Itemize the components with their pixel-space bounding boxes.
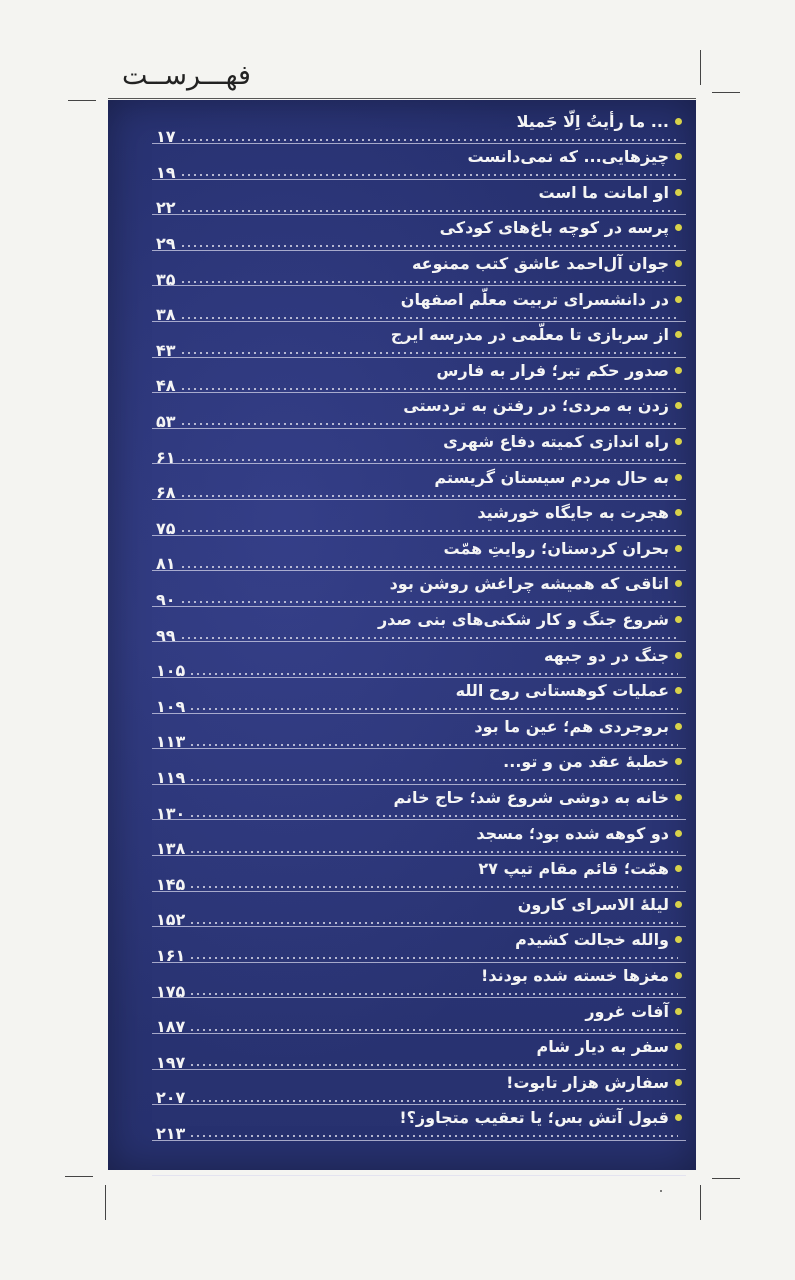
dot-leader bbox=[180, 566, 678, 568]
crop-mark bbox=[68, 100, 96, 101]
toc-page-line bbox=[156, 873, 678, 895]
row-separator bbox=[152, 1175, 686, 1176]
page-number: ۱۰۵ bbox=[156, 661, 186, 681]
dot-leader bbox=[189, 993, 678, 995]
page-number: ۵۳ bbox=[156, 411, 176, 431]
toc-page-line bbox=[156, 944, 678, 966]
toc-page-line bbox=[156, 980, 678, 1002]
bullet-icon bbox=[675, 1114, 682, 1121]
page-number: ۷۵ bbox=[156, 518, 176, 538]
toc-title: خانه به دوشی شروع شد؛ حاج خانم bbox=[393, 787, 669, 807]
crop-mark bbox=[700, 1185, 701, 1220]
page-number: ۱۰۹ bbox=[156, 696, 186, 716]
page-number: ۲۰۷ bbox=[156, 1088, 186, 1108]
bullet-icon bbox=[675, 794, 682, 801]
dot-leader bbox=[180, 495, 678, 497]
bullet-icon bbox=[675, 296, 682, 303]
dot-leader bbox=[180, 388, 678, 390]
crop-mark bbox=[105, 1185, 106, 1220]
bullet-icon bbox=[675, 652, 682, 659]
toc-title: به حال مردم سیستان گریستم bbox=[434, 467, 669, 487]
toc-title: او امانت ما است bbox=[538, 182, 669, 202]
toc-title: در دانشسرای تربیت معلّم اصفهان bbox=[400, 289, 669, 309]
dot-leader bbox=[189, 957, 678, 959]
toc-page-line bbox=[156, 482, 678, 504]
toc-title: دو کوهه شده بود؛ مسجد bbox=[476, 823, 669, 843]
toc-title: آفات غرور bbox=[585, 1001, 669, 1021]
toc-title: جوان آل‌احمد عاشق کتب ممنوعه bbox=[411, 253, 669, 273]
toc-page-line bbox=[156, 838, 678, 860]
bullet-icon bbox=[675, 865, 682, 872]
dot-leader bbox=[180, 139, 678, 141]
page-number: ۱۶۱ bbox=[156, 945, 186, 965]
toc-title: قبول آتش بس؛ یا تعقیب متجاوز؟! bbox=[399, 1108, 669, 1128]
page-number: ۱۹ bbox=[156, 162, 176, 182]
toc-page-line bbox=[156, 1016, 678, 1038]
bullet-icon bbox=[675, 1079, 682, 1086]
page-number: ۱۹۷ bbox=[156, 1052, 186, 1072]
bullet-icon bbox=[675, 402, 682, 409]
crop-mark bbox=[65, 1176, 93, 1177]
bullet-icon bbox=[675, 830, 682, 837]
toc-page-line bbox=[156, 695, 678, 717]
page-number: ۱۸۷ bbox=[156, 1017, 186, 1037]
dot-leader bbox=[180, 210, 678, 212]
dot-leader bbox=[180, 245, 678, 247]
bullet-icon bbox=[675, 687, 682, 694]
page-number: ۱۷۵ bbox=[156, 981, 186, 1001]
bullet-icon bbox=[675, 189, 682, 196]
toc-page-line bbox=[156, 375, 678, 397]
dot-leader bbox=[180, 459, 678, 461]
toc-title: بروجردی هم؛ عین ما بود bbox=[474, 716, 669, 736]
dot-leader bbox=[180, 281, 678, 283]
dot-leader bbox=[189, 851, 678, 853]
bullet-icon bbox=[675, 260, 682, 267]
dot-leader bbox=[180, 601, 678, 603]
bullet-icon bbox=[675, 509, 682, 516]
toc-page-line bbox=[156, 1051, 678, 1073]
dot-leader bbox=[180, 530, 678, 532]
toc-title: جنگ در دو جبهه bbox=[543, 645, 669, 665]
dot-leader bbox=[189, 1135, 678, 1137]
toc-title: عملیات کوهستانی روح الله bbox=[455, 681, 669, 701]
bullet-icon bbox=[675, 118, 682, 125]
toc-page-line bbox=[156, 660, 678, 682]
bullet-icon bbox=[675, 936, 682, 943]
page-number: ۴۳ bbox=[156, 340, 176, 360]
toc-entry bbox=[108, 1123, 696, 1180]
bullet-icon bbox=[675, 723, 682, 730]
toc-page-line bbox=[156, 1087, 678, 1109]
dot-leader bbox=[180, 352, 678, 354]
toc-title: سفر به دیار شام bbox=[536, 1037, 669, 1057]
toc-page-line bbox=[156, 909, 678, 931]
bullet-icon bbox=[675, 331, 682, 338]
page-number: ۹۹ bbox=[156, 625, 176, 645]
page-number: ۱۳۸ bbox=[156, 839, 186, 859]
page-number: ۹۰ bbox=[156, 589, 176, 609]
toc-title: بحران کردستان؛ روایتِ همّت bbox=[443, 538, 669, 558]
dot-leader bbox=[189, 744, 678, 746]
table-of-contents bbox=[108, 100, 696, 1170]
bullet-icon bbox=[675, 153, 682, 160]
dot-leader bbox=[189, 673, 678, 675]
bullet-icon bbox=[675, 1008, 682, 1015]
toc-page-line bbox=[156, 766, 678, 788]
toc-page-line bbox=[156, 517, 678, 539]
toc-title: راه اندازی کمیته دفاع شهری bbox=[443, 431, 669, 451]
toc-title: پرسه در کوچه باغ‌های کودکی bbox=[439, 218, 669, 238]
toc-title: صدور حکم تیر؛ فرار به فارس bbox=[436, 360, 669, 380]
toc-page-line bbox=[156, 802, 678, 824]
bullet-icon bbox=[675, 224, 682, 231]
toc-page-line bbox=[156, 126, 678, 148]
bullet-icon bbox=[675, 438, 682, 445]
toc-title: ... ما رأیتُ اِلّا جَمیلا bbox=[516, 111, 669, 131]
crop-mark bbox=[712, 1178, 740, 1179]
bullet-icon bbox=[675, 758, 682, 765]
bullet-icon bbox=[675, 616, 682, 623]
page-number: ۴۸ bbox=[156, 376, 176, 396]
speck bbox=[660, 1190, 662, 1192]
dot-leader bbox=[189, 815, 678, 817]
toc-title: سفارش هزار تابوت! bbox=[506, 1072, 669, 1092]
toc-title: شروع جنگ و کار شکنی‌های بنی صدر bbox=[377, 609, 669, 629]
page-number: ۶۱ bbox=[156, 447, 176, 467]
crop-mark bbox=[700, 50, 701, 85]
toc-page-line bbox=[156, 624, 678, 646]
bullet-icon bbox=[675, 1043, 682, 1050]
page-number: ۳۸ bbox=[156, 305, 176, 325]
page-number: ۱۴۵ bbox=[156, 874, 186, 894]
bullet-icon bbox=[675, 972, 682, 979]
bullet-icon bbox=[675, 580, 682, 587]
toc-page-line bbox=[156, 588, 678, 610]
page-number: ۱۳۰ bbox=[156, 803, 186, 823]
dot-leader bbox=[189, 708, 678, 710]
bullet-icon bbox=[675, 474, 682, 481]
page-number: ۱۷ bbox=[156, 127, 176, 147]
dot-leader bbox=[189, 1064, 678, 1066]
dot-leader bbox=[189, 1029, 678, 1031]
page-number: ۲۲ bbox=[156, 198, 176, 218]
toc-page-line bbox=[156, 161, 678, 183]
page-number: ۶۸ bbox=[156, 483, 176, 503]
dot-leader bbox=[180, 637, 678, 639]
toc-title: همّت؛ قائم مقام تیپ ۲۷ bbox=[478, 859, 669, 879]
page-number: ۱۱۹ bbox=[156, 767, 186, 787]
dot-leader bbox=[189, 779, 678, 781]
dot-leader bbox=[180, 174, 678, 176]
toc-page-line bbox=[156, 268, 678, 290]
page-number: ۸۱ bbox=[156, 554, 176, 574]
toc-title: هجرت به جایگاه خورشید bbox=[477, 503, 669, 523]
header-rule bbox=[108, 98, 696, 99]
dot-leader bbox=[180, 423, 678, 425]
toc-title: از سربازی تا معلّمی در مدرسه ایرج bbox=[390, 325, 669, 345]
dot-leader bbox=[189, 886, 678, 888]
page-title: فهـــرســت bbox=[122, 60, 251, 91]
toc-title: مغزها خسته شده بودند! bbox=[481, 965, 669, 985]
toc-page-line bbox=[156, 410, 678, 432]
dot-leader bbox=[189, 922, 678, 924]
toc-title: والله خجالت کشیدم bbox=[515, 930, 669, 950]
toc-title: چیزهایی... که نمی‌دانست bbox=[467, 147, 669, 167]
toc-page-line bbox=[156, 304, 678, 326]
page-number: ۱۵۲ bbox=[156, 910, 186, 930]
toc-title: اتاقی که همیشه چراغش روشن بود bbox=[389, 574, 669, 594]
toc-title: زدن به مردی؛ در رفتن به تردستی bbox=[403, 396, 669, 416]
crop-mark bbox=[712, 92, 740, 93]
toc-page-line bbox=[156, 197, 678, 219]
toc-page-line bbox=[156, 1122, 678, 1144]
page-number: ۲۱۳ bbox=[156, 1123, 186, 1143]
bullet-icon bbox=[675, 545, 682, 552]
toc-page-line bbox=[156, 232, 678, 254]
toc-title: خطبهٔ عقد من و تو... bbox=[503, 752, 669, 772]
toc-page-line bbox=[156, 731, 678, 753]
dot-leader bbox=[189, 1100, 678, 1102]
toc-page-line bbox=[156, 553, 678, 575]
dot-leader bbox=[180, 317, 678, 319]
toc-page-line bbox=[156, 446, 678, 468]
page-number: ۳۵ bbox=[156, 269, 176, 289]
bullet-icon bbox=[675, 367, 682, 374]
toc-page-line bbox=[156, 339, 678, 361]
toc-title: لیلهٔ الاسرای کارون bbox=[517, 894, 669, 914]
page-number: ۱۱۳ bbox=[156, 732, 186, 752]
bullet-icon bbox=[675, 901, 682, 908]
page-number: ۲۹ bbox=[156, 233, 176, 253]
